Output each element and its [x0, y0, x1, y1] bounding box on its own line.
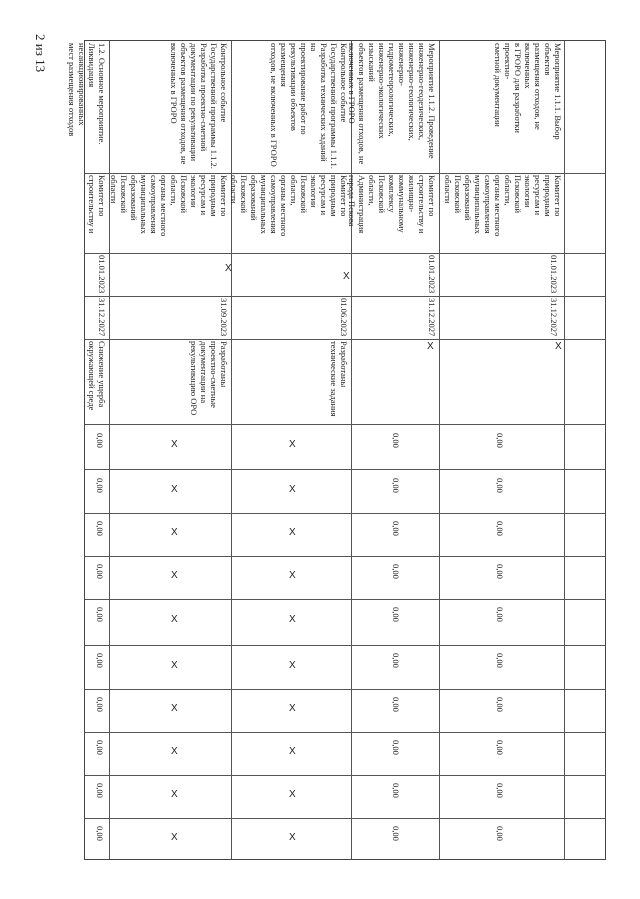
row-result: Разработаны технические задания — [329, 341, 349, 417]
row-responsible: Комитет по строительству и жилищно- коммунальному комплексу Псковской области, Администрация города Пскова — [347, 175, 437, 234]
row-value: 0,00 — [95, 607, 105, 622]
row-value: 0,00 — [391, 478, 401, 493]
row-value: 0,00 — [95, 697, 105, 712]
col-separator — [85, 556, 605, 557]
row-value: Х — [289, 832, 296, 843]
col-separator — [85, 296, 605, 297]
row-value: Х — [289, 484, 296, 495]
row-value: 0,00 — [95, 564, 105, 579]
row-value: Х — [171, 660, 178, 671]
row-start: Х — [225, 263, 232, 274]
row-value: 0,00 — [391, 740, 401, 755]
row-responsible: Комитет по природным ресурсам и экологии Псковской области, органы местного самоуправления муниципальных образований Псковской области — [229, 175, 349, 237]
row-name: Контрольное событие Государственной программы 1.1.1. Разработка технических заданий на проектирование работ по рекультивации объектов размещения отходов, не включенных в ГРОРО — [269, 43, 349, 169]
row-value: 0,00 — [95, 478, 105, 493]
row-responsible: Комитет по природным ресурсам и экологии Псковской области, органы местного самоуправления муниципальных образований Псковской области — [443, 175, 563, 237]
row-result: Снижение ущерба окружающей среде — [87, 341, 107, 411]
row-value: 0,00 — [391, 826, 401, 841]
row-end: 01.06.2023 — [339, 298, 349, 337]
row-end: 31.09.2023 — [219, 298, 229, 337]
row-value: Х — [171, 746, 178, 757]
row-value: 0,00 — [495, 740, 505, 755]
row-value: 0,00 — [95, 653, 105, 668]
row-value: Х — [171, 703, 178, 714]
row-result: Разработаны проектно-сметные документации на рекультивацию ОРО — [189, 341, 229, 416]
row-value: 0,00 — [391, 607, 401, 622]
row-value: Х — [171, 789, 178, 800]
row-value: 0,00 — [391, 521, 401, 536]
row-value: 0,00 — [95, 826, 105, 841]
row-value: Х — [289, 703, 296, 714]
program-table — [67, 40, 606, 860]
col-separator — [85, 689, 605, 690]
row-value: 0,00 — [95, 521, 105, 536]
row-value: 0,00 — [495, 826, 505, 841]
row-value: 0,00 — [495, 564, 505, 579]
row-value: Х — [289, 789, 296, 800]
row-value: 0,00 — [495, 478, 505, 493]
row-separator — [564, 41, 565, 859]
col-separator — [85, 173, 605, 174]
row-value: 0,00 — [95, 433, 105, 448]
col-separator — [85, 775, 605, 776]
row-value: Х — [289, 527, 296, 538]
row-value: 0,00 — [95, 783, 105, 798]
row-responsible: Комитет по природным ресурсам и экологии Псковской области, органы местного самоуправления муниципальных образований Псковской области — [109, 175, 229, 237]
row-name: 1.2. Основное мероприятие. Ликвидация несанкционированных мест размещения отходов — [67, 43, 107, 145]
row-value: 0,00 — [495, 433, 505, 448]
row-value: Х — [171, 614, 178, 625]
col-separator — [85, 599, 605, 600]
row-value: 0,00 — [495, 697, 505, 712]
row-name: Мероприятие 1.1.1. Выбор объектов размещения отходов, не включенных в ГРОРО для разработки проектно- сметной документации — [493, 43, 563, 140]
row-end: 31.12.2027 — [97, 298, 107, 337]
row-value: 0,00 — [391, 697, 401, 712]
row-result: Х — [427, 341, 434, 352]
row-separator — [439, 41, 440, 859]
row-start: Х — [343, 271, 350, 282]
col-separator — [85, 732, 605, 733]
row-end: 31.12.2027 — [427, 298, 437, 337]
row-result: Х — [555, 341, 562, 352]
row-start: 01.01.2023 — [97, 255, 107, 294]
col-separator — [85, 469, 605, 470]
row-start: 01.01.2023 — [549, 255, 559, 294]
row-name: Контрольное событие Государственной программы 1.1.2. Разработка проектно-сметной документации по рекультивации объектов размещения отходов, не включенных в ГРОРО — [169, 43, 229, 169]
row-value: Х — [289, 570, 296, 581]
row-name: Мероприятие 1.1.2. Проведение инженерно-геодезических, инженерно-геологических, инженерно-гидрометеорологических, инженерно-экологических изысканий объектов размещения отходов, не включенных в ГРОРО — [347, 43, 437, 165]
col-separator — [85, 818, 605, 819]
row-separator — [109, 41, 110, 859]
row-end: 31.12.2027 — [549, 298, 559, 337]
row-value: 0,00 — [95, 740, 105, 755]
row-responsible: Комитет по строительству и — [87, 175, 107, 234]
row-value: Х — [171, 484, 178, 495]
row-value: 0,00 — [495, 521, 505, 536]
row-value: Х — [289, 614, 296, 625]
row-separator — [231, 41, 232, 859]
row-start: 01.01.2023 — [427, 255, 437, 294]
row-value: Х — [171, 570, 178, 581]
row-value: Х — [289, 746, 296, 757]
col-separator — [85, 253, 605, 254]
row-value: 0,00 — [391, 783, 401, 798]
row-value: Х — [171, 832, 178, 843]
row-value: 0,00 — [495, 783, 505, 798]
col-separator — [85, 339, 605, 340]
col-separator — [85, 424, 605, 425]
row-value: Х — [289, 660, 296, 671]
row-value: Х — [289, 439, 296, 450]
row-value: 0,00 — [391, 564, 401, 579]
page-number: 2 из 13 — [33, 34, 48, 73]
col-separator — [85, 645, 605, 646]
col-separator — [85, 513, 605, 514]
row-value: 0,00 — [495, 653, 505, 668]
row-value: 0,00 — [495, 607, 505, 622]
row-value: Х — [171, 439, 178, 450]
row-value: Х — [171, 527, 178, 538]
row-value: 0,00 — [391, 653, 401, 668]
row-value: 0,00 — [391, 433, 401, 448]
